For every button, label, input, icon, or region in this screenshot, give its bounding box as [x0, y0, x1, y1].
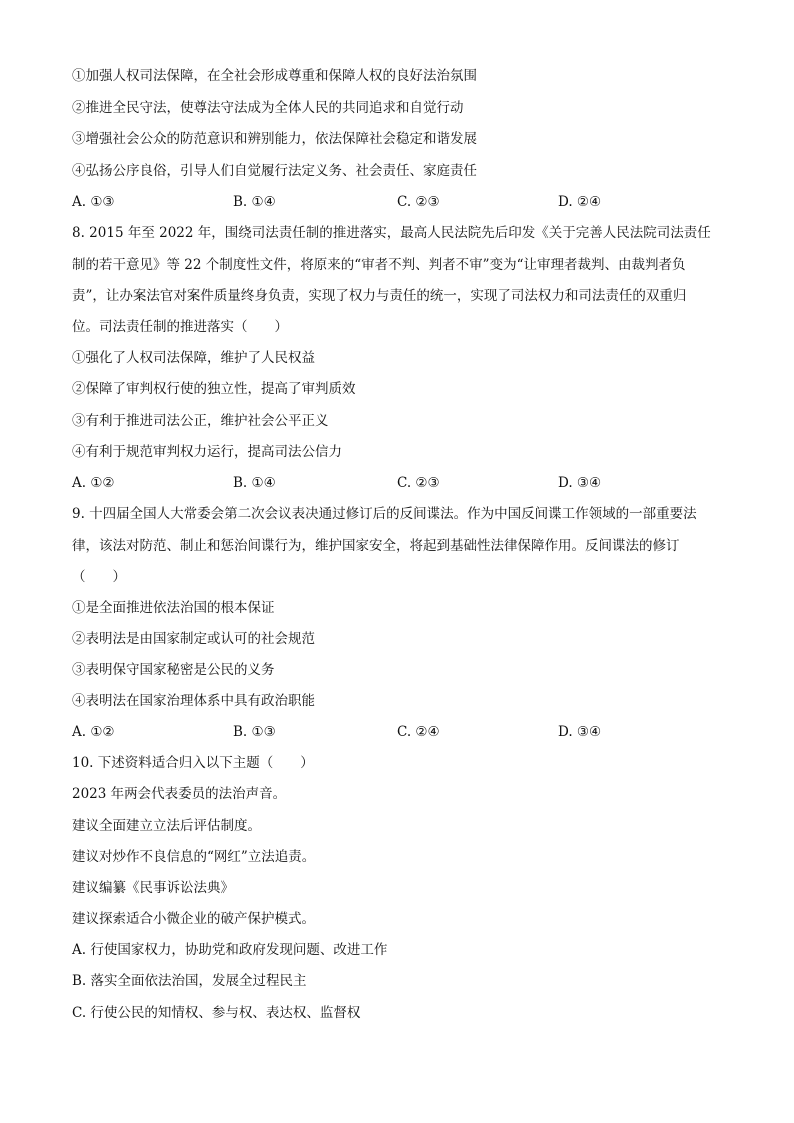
q10-option-b[interactable]: B. 落实全面依法治国，发展全过程民主 [72, 973, 307, 989]
q10-material-line-2: 建议全面建立立法后评估制度。 [72, 818, 261, 834]
q10-material-line-3: 建议对炒作不良信息的“网红”立法追责。 [72, 849, 316, 865]
q7-item-1: ①加强人权司法保障，在全社会形成尊重和保障人权的良好法治氛围 [72, 68, 477, 84]
q8-stem-line-3: 责”，让办案法官对案件质量终身负责，实现了权力与责任的统一，实现了司法权力和司法责任的双重归 [72, 288, 687, 304]
q9-item-2: ②表明法是由国家制定或认可的社会规范 [72, 631, 315, 647]
q7-item-3: ③增强社会公众的防范意识和辨别能力，依法保障社会稳定和谐发展 [72, 131, 477, 147]
q9-item-1: ①是全面推进依法治国的根本保证 [72, 600, 275, 616]
q7-item-2: ②推进全民守法，使尊法守法成为全体人民的共同追求和自觉行动 [72, 100, 464, 116]
q8-option-b[interactable]: B. ①④ [233, 475, 276, 491]
q8-item-2: ②保障了审判权行使的独立性，提高了审判质效 [72, 381, 356, 397]
q9-stem-line-3: （ ） [72, 569, 126, 585]
q9-stem-line-1: 9. 十四届全国人大常委会第二次会议表决通过修订后的反间谍法。作为中国反间谍工作领域的一部重要法 [72, 506, 697, 522]
q8-item-3: ③有利于推进司法公正，维护社会公平正义 [72, 413, 329, 429]
q7-option-a[interactable]: A. ①③ [72, 194, 115, 210]
q8-item-4: ④有利于规范审判权力运行，提高司法公信力 [72, 444, 342, 460]
q9-stem-line-2: 律，该法对防范、制止和惩治间谍行为，维护国家安全，将起到基础性法律保障作用。反间谍法的修订 [72, 538, 680, 554]
q9-item-3: ③表明保守国家秘密是公民的义务 [72, 662, 275, 678]
q7-item-4: ④弘扬公序良俗，引导人们自觉履行法定义务、社会责任、家庭责任 [72, 163, 477, 179]
q10-material-line-5: 建议探索适合小微企业的破产保护模式。 [72, 911, 315, 927]
q10-material-line-1: 2023 年两会代表委员的法治声音。 [72, 786, 287, 802]
q8-option-d[interactable]: D. ③④ [558, 475, 602, 491]
q8-stem-line-2: 制的若干意见》等 22 个制度性文件，将原来的“审者不判、判者不审”变为“让审理者裁判、由裁判者负 [72, 257, 686, 273]
q7-option-d[interactable]: D. ②④ [558, 194, 602, 210]
q7-option-c[interactable]: C. ②③ [397, 194, 440, 210]
q8-option-c[interactable]: C. ②③ [397, 475, 440, 491]
q9-option-a[interactable]: A. ①② [72, 724, 115, 740]
q10-stem: 10. 下述资料适合归入以下主题（ ） [72, 755, 314, 771]
q8-stem-line-1: 8. 2015 年至 2022 年，围绕司法责任制的推进落实，最高人民法院先后印发《关于完善人民法院司法责任 [72, 225, 711, 241]
q8-option-a[interactable]: A. ①② [72, 475, 115, 491]
q9-option-c[interactable]: C. ②④ [397, 724, 440, 740]
q8-item-1: ①强化了人权司法保障，维护了人民权益 [72, 350, 315, 366]
q10-option-a[interactable]: A. 行使国家权力，协助党和政府发现问题、改进工作 [72, 942, 388, 958]
q10-material-line-4: 建议编纂《民事诉讼法典》 [72, 880, 234, 896]
q8-stem-line-4: 位。司法责任制的推进落实（ ） [72, 319, 288, 335]
q9-item-4: ④表明法在国家治理体系中具有政治职能 [72, 693, 315, 709]
q9-option-d[interactable]: D. ③④ [558, 724, 602, 740]
q9-option-b[interactable]: B. ①③ [233, 724, 276, 740]
q7-option-b[interactable]: B. ①④ [233, 194, 276, 210]
q10-option-c[interactable]: C. 行使公民的知情权、参与权、表达权、监督权 [72, 1005, 361, 1021]
